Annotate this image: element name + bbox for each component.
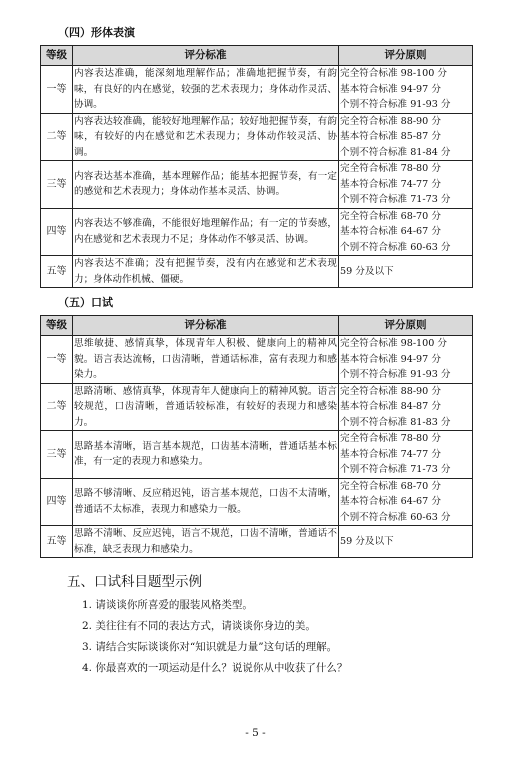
principle-line: 基本符合标准 85-87 分 bbox=[340, 131, 441, 142]
question-item: 1. 请谈谈你所喜爱的服装风格类型。 bbox=[82, 599, 253, 611]
grade-cell: 二等 bbox=[41, 113, 73, 161]
grade-header: 等级 bbox=[41, 46, 73, 66]
principle-cell bbox=[339, 208, 473, 256]
criteria-cell: 思维敏捷、感情真挚，体现青年人积极、健康向上的精神风貌。语言表达流畅，口齿清晰，普通话标准，富有表现力和感染力。 bbox=[73, 336, 339, 384]
criteria-cell: 内容表达较准确，能较好地理解作品；较好地把握节奏，有韵味，有较好的内在感觉和艺术表现力；身体动作较灵活、协调。 bbox=[73, 113, 339, 161]
principle-line: 完全符合标准 78-80 分 bbox=[340, 433, 441, 444]
principle-line: 个别不符合标准 71-73 分 bbox=[340, 464, 451, 475]
principle-line: 完全符合标准 98-100 分 bbox=[340, 68, 448, 79]
question-list bbox=[82, 597, 347, 681]
principle-line: 完全符合标准 88-90 分 bbox=[340, 385, 441, 397]
page-number: - 5 - bbox=[245, 727, 266, 739]
section-4-title: （四）形体表演 bbox=[58, 26, 135, 39]
table-row bbox=[41, 161, 473, 209]
grade-cell: 五等 bbox=[41, 256, 73, 288]
section-5-title: （五）口试 bbox=[58, 296, 113, 309]
principle-cell bbox=[339, 256, 473, 288]
principle-line: 个别不符合标准 60-63 分 bbox=[340, 511, 451, 523]
principle-cell bbox=[339, 431, 473, 479]
principle-cell bbox=[339, 478, 473, 526]
grade-header: 等级 bbox=[41, 316, 73, 336]
principle-line: 个别不符合标准 91-93 分 bbox=[340, 99, 451, 110]
criteria-header: 评分标准 bbox=[73, 46, 339, 66]
criteria-cell: 内容表达不够准确，不能很好地理解作品；有一定的节奏感，内在感觉和艺术表现力不足；身体动作不够灵活、协调。 bbox=[73, 208, 339, 256]
section-5-table bbox=[40, 315, 473, 558]
principle-line: 完全符合标准 78-80 分 bbox=[340, 163, 441, 174]
principle-line: 完全符合标准 98-100 分 bbox=[340, 338, 448, 349]
principle-line: 个别不符合标准 91-93 分 bbox=[340, 369, 451, 380]
table-row bbox=[41, 478, 473, 526]
principle-cell bbox=[339, 336, 473, 384]
principle-header: 评分原则 bbox=[339, 46, 473, 66]
criteria-cell: 思路不够清晰、反应稍迟钝，语言基本规范，口齿不太清晰，普通话不太标准，表现力和感染力一般。 bbox=[73, 478, 339, 526]
table-row bbox=[41, 256, 473, 288]
question-item: 4. 你最喜欢的一项运动是什么？说说你从中收获了什么？ bbox=[82, 662, 348, 674]
grade-cell: 五等 bbox=[41, 526, 73, 558]
criteria-cell: 思路不清晰、反应迟钝，语言不规范，口齿不清晰，普通话不标准，缺乏表现力和感染力。 bbox=[73, 526, 339, 558]
principle-cell bbox=[339, 161, 473, 209]
table-row bbox=[41, 336, 473, 384]
grade-cell: 三等 bbox=[41, 431, 73, 479]
table-row bbox=[41, 526, 473, 558]
principle-header: 评分原则 bbox=[339, 316, 473, 336]
grade-cell: 一等 bbox=[41, 66, 73, 114]
principle-line: 基本符合标准 64-67 分 bbox=[340, 496, 441, 507]
criteria-cell: 内容表达基本准确，基本理解作品；能基本把握节奏，有一定的感觉和艺术表现力；身体动作基本灵活、协调。 bbox=[73, 161, 339, 209]
table-row bbox=[41, 66, 473, 114]
question-item: 2. 美往往有不同的表达方式，请谈谈你身边的美。 bbox=[82, 620, 316, 632]
grade-cell: 三等 bbox=[41, 161, 73, 209]
section-heading: 五、口试科目题型示例 bbox=[67, 574, 202, 590]
question-item: 3. 请结合实际谈谈你对“知识就是力量”这句话的理解。 bbox=[82, 641, 338, 653]
criteria-cell: 思路清晰、感情真挚，体现青年人健康向上的精神风貌。语言较规范，口齿清晰，普通话较标准，有较好的表现力和感染力。 bbox=[73, 383, 339, 431]
principle-line: 基本符合标准 74-77 分 bbox=[340, 178, 441, 190]
principle-line: 完全符合标准 68-70 分 bbox=[340, 210, 441, 222]
table-row bbox=[41, 208, 473, 256]
principle-line: 完全符合标准 68-70 分 bbox=[340, 480, 441, 492]
grade-cell: 四等 bbox=[41, 208, 73, 256]
principle-line: 59 分及以下 bbox=[340, 265, 394, 277]
table-row bbox=[41, 113, 473, 161]
principle-line: 个别不符合标准 81-84 分 bbox=[340, 146, 451, 158]
principle-line: 个别不符合标准 71-73 分 bbox=[340, 194, 451, 205]
principle-line: 基本符合标准 64-67 分 bbox=[340, 226, 441, 237]
grade-cell: 四等 bbox=[41, 478, 73, 526]
criteria-cell: 思路基本清晰，语言基本规范，口齿基本清晰，普通话基本标准，有一定的表现力和感染力。 bbox=[73, 431, 339, 479]
principle-line: 基本符合标准 94-97 分 bbox=[340, 353, 441, 365]
principle-line: 基本符合标准 84-87 分 bbox=[340, 401, 441, 412]
principle-line: 59 分及以下 bbox=[340, 535, 394, 547]
principle-line: 基本符合标准 74-77 分 bbox=[340, 448, 441, 460]
principle-cell bbox=[339, 383, 473, 431]
principle-line: 个别不符合标准 81-83 分 bbox=[340, 416, 451, 428]
principle-cell bbox=[339, 66, 473, 114]
principle-cell bbox=[339, 526, 473, 558]
criteria-cell: 内容表达准确，能深刻地理解作品；准确地把握节奏，有韵味，有良好的内在感觉，较强的艺术表现力；身体动作灵活、协调。 bbox=[73, 66, 339, 114]
grade-cell: 二等 bbox=[41, 383, 73, 431]
criteria-cell: 内容表达不准确；没有把握节奏，没有内在感觉和艺术表现力；身体动作机械、僵硬。 bbox=[73, 256, 339, 288]
principle-line: 基本符合标准 94-97 分 bbox=[340, 83, 441, 95]
principle-line: 个别不符合标准 60-63 分 bbox=[340, 241, 451, 253]
table-row bbox=[41, 431, 473, 479]
principle-line: 完全符合标准 88-90 分 bbox=[340, 115, 441, 127]
criteria-header: 评分标准 bbox=[73, 316, 339, 336]
grade-cell: 一等 bbox=[41, 336, 73, 384]
principle-cell bbox=[339, 113, 473, 161]
table-row bbox=[41, 383, 473, 431]
section-4-table bbox=[40, 45, 473, 288]
